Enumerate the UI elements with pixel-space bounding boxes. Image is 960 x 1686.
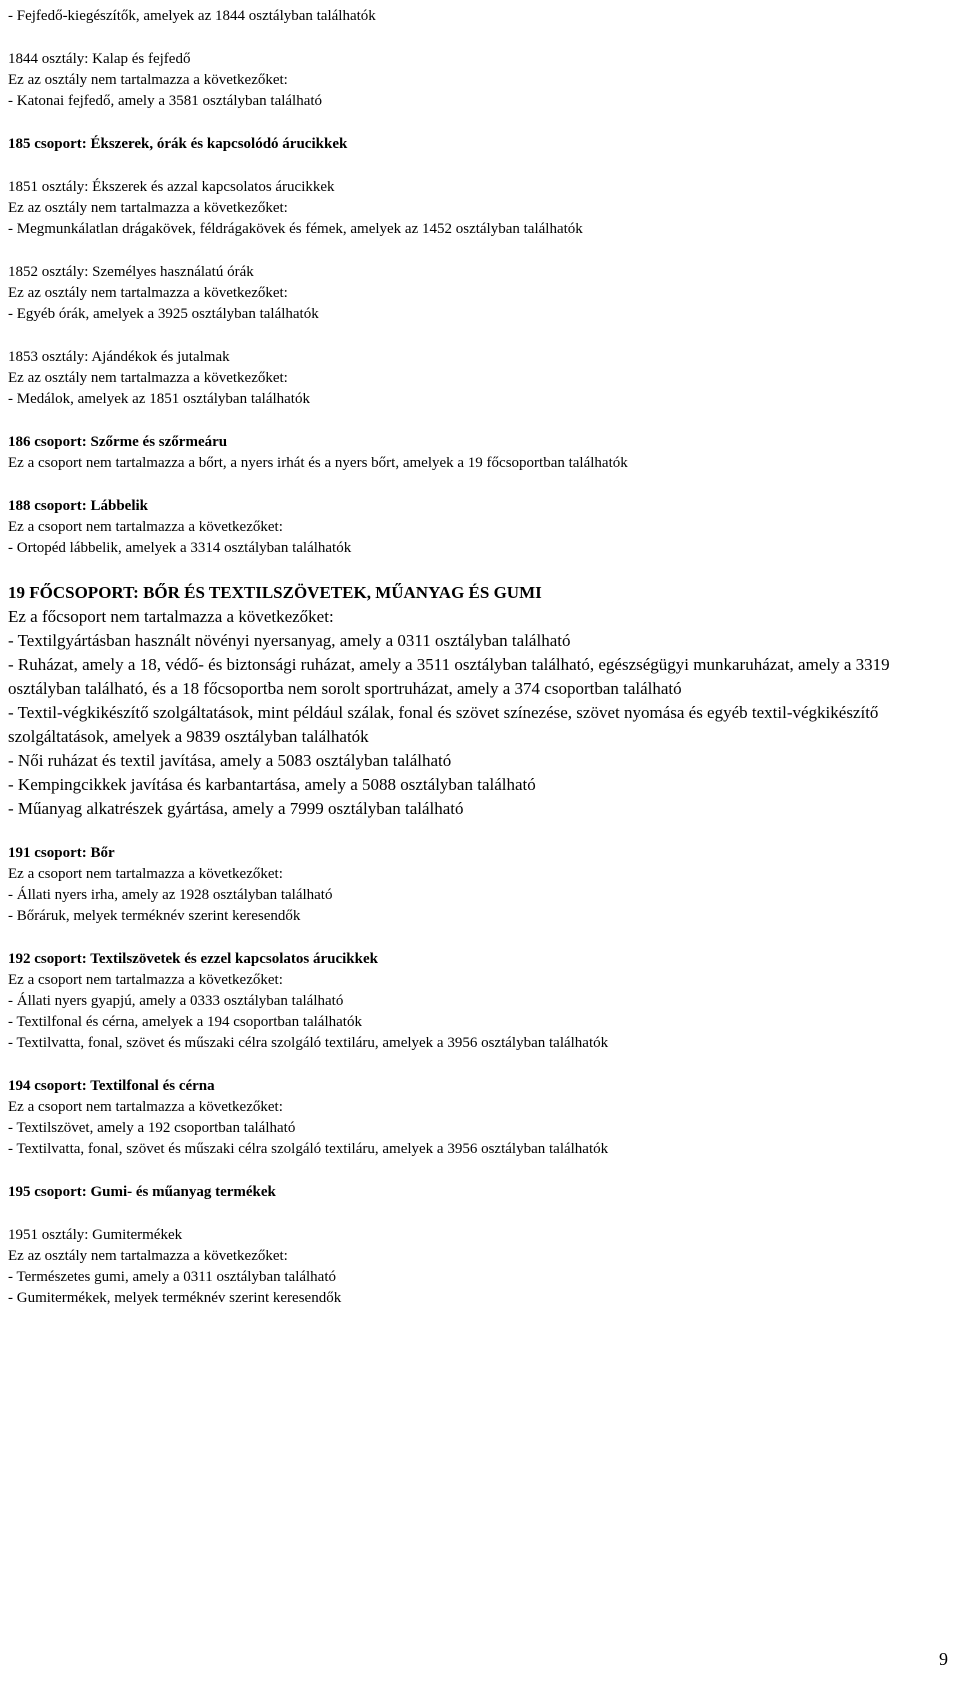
exclusion-intro: Ez a csoport nem tartalmazza a következőket: <box>8 1099 283 1115</box>
exclusion-item: - Bőráruk, melyek terméknév szerint keresendők <box>8 908 301 924</box>
exclusion-item: - Ortopéd lábbelik, amelyek a 3314 osztályban találhatók <box>8 540 352 556</box>
class-title: 1851 osztály: Ékszerek és azzal kapcsolatos árucikkek <box>8 179 335 195</box>
exclusion-item: - Női ruházat és textil javítása, amely a 5083 osztályban található <box>8 751 452 770</box>
exclusion-item: - Textil-végkikészítő szolgáltatások, mint például szálak, fonal és szövet színezése, szövet nyomása és egyéb textil-végkikészítő szolgáltatások, amelyek a 9839 osztályban találhatók <box>8 703 879 746</box>
exclusion-intro: Ez az osztály nem tartalmazza a következőket: <box>8 285 288 301</box>
exclusion-intro: Ez az osztály nem tartalmazza a következőket: <box>8 200 288 216</box>
class-block-1951 <box>8 1225 952 1309</box>
group-heading: 188 csoport: Lábbelik <box>8 498 149 514</box>
exclusion-item: - Gumitermékek, melyek terméknév szerint keresendők <box>8 1290 342 1306</box>
group-block-194 <box>8 1076 952 1160</box>
group-heading: 185 csoport: Ékszerek, órák és kapcsolódó árucikkek <box>8 136 348 152</box>
text-block <box>8 6 952 27</box>
class-block-1844 <box>8 49 952 112</box>
exclusion-item: - Ruházat, amely a 18, védő- és biztonsági ruházat, amely a 3511 osztályban található, egészségügyi munkaruházat, amely a 3319 osztályban található, és a 18 főcsoportba nem sorolt sportruházat, amely a 374 csoportban található <box>8 655 890 698</box>
class-title: 1844 osztály: Kalap és fejfedő <box>8 51 191 67</box>
group-block-191 <box>8 843 952 927</box>
group-heading: 195 csoport: Gumi- és műanyag termékek <box>8 1184 276 1200</box>
exclusion-intro: Ez a csoport nem tartalmazza a következőket: <box>8 866 283 882</box>
class-block-1851 <box>8 177 952 240</box>
main-group-heading: 19 FŐCSOPORT: BŐR ÉS TEXTILSZÖVETEK, MŰANYAG ÉS GUMI <box>8 583 542 602</box>
group-heading: 194 csoport: Textilfonal és cérna <box>8 1078 215 1094</box>
exclusion-item: - Műanyag alkatrészek gyártása, amely a 7999 osztályban található <box>8 799 464 818</box>
exclusion-intro: Ez a csoport nem tartalmazza a következőket: <box>8 519 283 535</box>
group-heading: 186 csoport: Szőrme és szőrmeáru <box>8 434 228 450</box>
exclusion-item: - Textilvatta, fonal, szövet és műszaki célra szolgáló textiláru, amelyek a 3956 osztályban találhatók <box>8 1141 609 1157</box>
class-block-1853 <box>8 347 952 410</box>
document-page <box>8 6 952 1309</box>
exclusion-intro: Ez az osztály nem tartalmazza a következőket: <box>8 1248 288 1264</box>
exclusion-item: - Természetes gumi, amely a 0311 osztályban található <box>8 1269 337 1285</box>
exclusion-intro: Ez az osztály nem tartalmazza a következőket: <box>8 72 288 88</box>
main-group-19 <box>8 581 952 821</box>
class-title: 1853 osztály: Ajándékok és jutalmak <box>8 349 230 365</box>
exclusion-item: - Egyéb órák, amelyek a 3925 osztályban találhatók <box>8 306 319 322</box>
exclusion-item: - Állati nyers gyapjú, amely a 0333 osztályban található <box>8 993 344 1009</box>
class-title: 1852 osztály: Személyes használatú órák <box>8 264 254 280</box>
exclusion-item: - Állati nyers irha, amely az 1928 osztályban található <box>8 887 333 903</box>
exclusion-item: - Textilszövet, amely a 192 csoportban található <box>8 1120 296 1136</box>
exclusion-item: - Megmunkálatlan drágakövek, féldrágakövek és fémek, amelyek az 1452 osztályban találhatók <box>8 221 583 237</box>
exclusion-intro: Ez az osztály nem tartalmazza a következőket: <box>8 370 288 386</box>
page-number: 9 <box>939 1649 948 1669</box>
exclusion-item: - Kempingcikkek javítása és karbantartása, amely a 5088 osztályban található <box>8 775 536 794</box>
group-block-186 <box>8 432 952 474</box>
exclusion-intro: Ez a csoport nem tartalmazza a következőket: <box>8 972 283 988</box>
exclusion-intro: Ez a főcsoport nem tartalmazza a következőket: <box>8 607 334 626</box>
exclusion-item: - Katonai fejfedő, amely a 3581 osztályban található <box>8 93 323 109</box>
group-block-192 <box>8 949 952 1054</box>
exclusion-item: - Textilvatta, fonal, szövet és műszaki célra szolgáló textiláru, amelyek a 3956 osztályban találhatók <box>8 1035 609 1051</box>
group-block-195 <box>8 1182 952 1203</box>
group-block-188 <box>8 496 952 559</box>
exclusion-item: - Textilfonal és cérna, amelyek a 194 csoportban találhatók <box>8 1014 362 1030</box>
exclusion-item: - Medálok, amelyek az 1851 osztályban találhatók <box>8 391 310 407</box>
text-line: - Fejfedő-kiegészítők, amelyek az 1844 osztályban találhatók <box>8 8 376 24</box>
group-heading: 192 csoport: Textilszövetek és ezzel kapcsolatos árucikkek <box>8 951 378 967</box>
group-heading: 191 csoport: Bőr <box>8 845 115 861</box>
class-title: 1951 osztály: Gumitermékek <box>8 1227 183 1243</box>
class-block-1852 <box>8 262 952 325</box>
exclusion-item: - Textilgyártásban használt növényi nyersanyag, amely a 0311 osztályban található <box>8 631 571 650</box>
group-block-185 <box>8 134 952 155</box>
exclusion-intro: Ez a csoport nem tartalmazza a bőrt, a nyers irhát és a nyers bőrt, amelyek a 19 főcsoportban találhatók <box>8 455 628 471</box>
